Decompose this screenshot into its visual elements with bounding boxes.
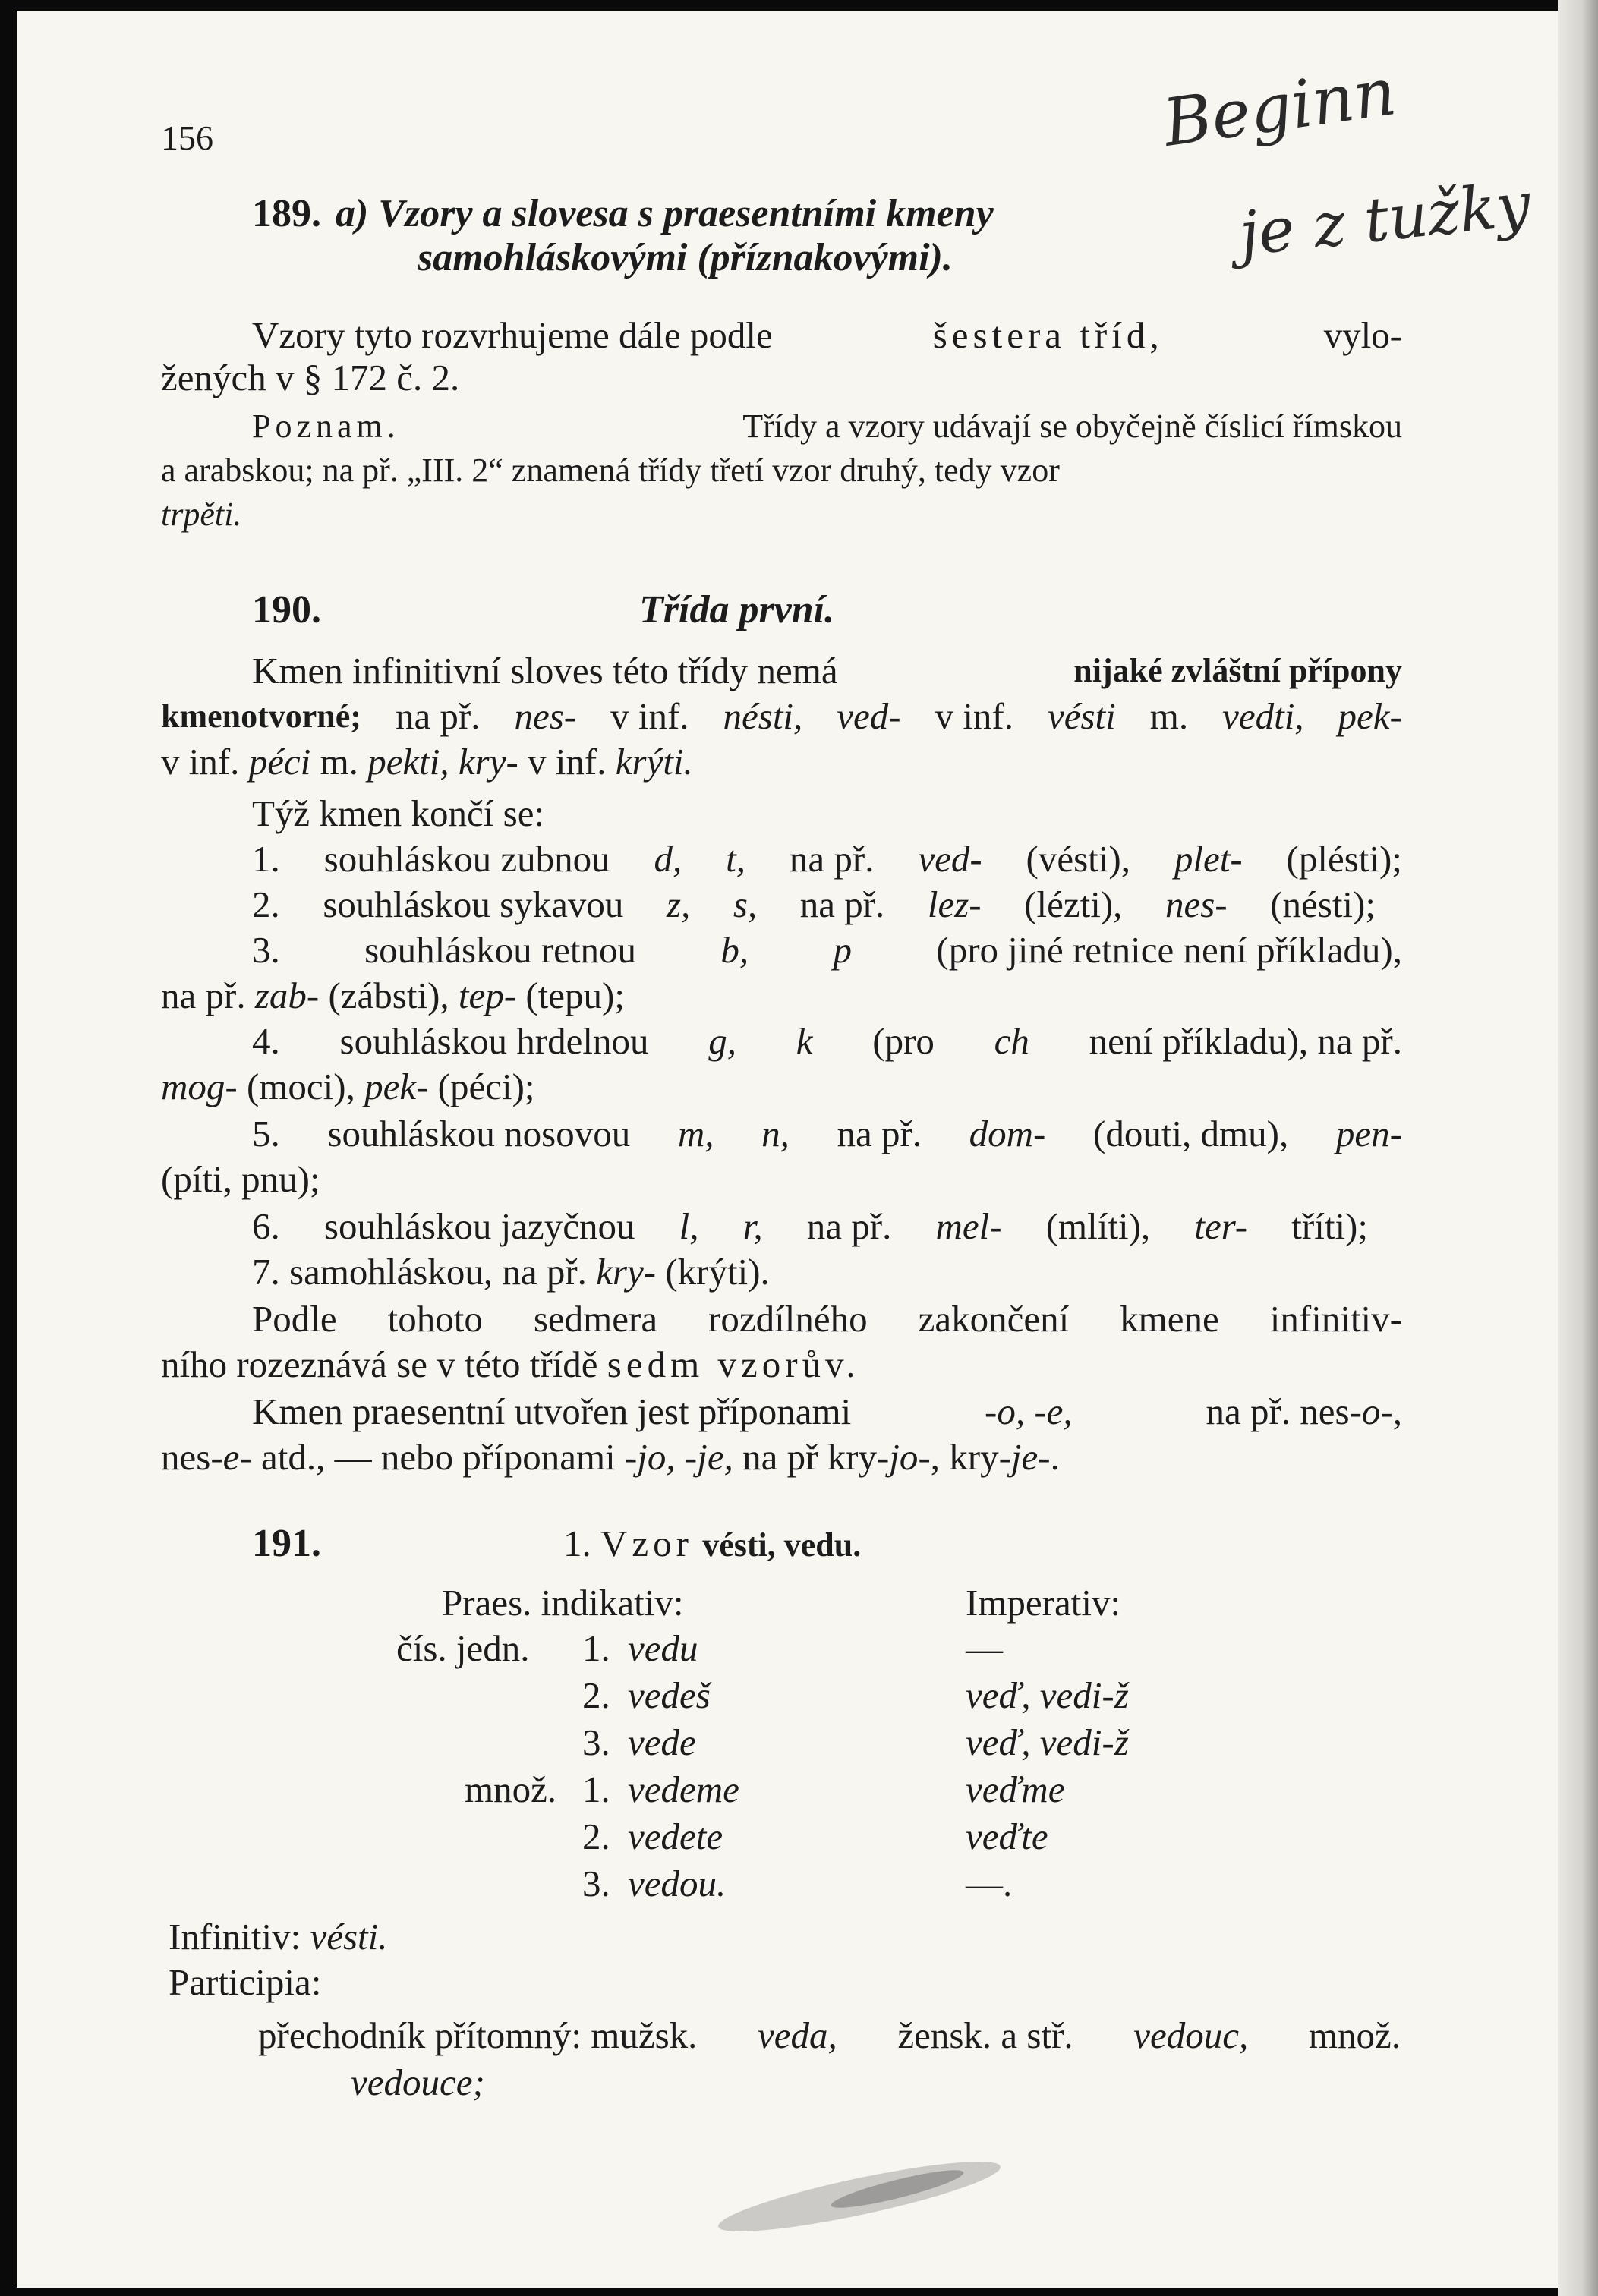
item-text: souhláskou hrdelnou: [339, 1020, 649, 1062]
section-190-number: 190.: [252, 588, 321, 631]
example-letter: l,: [679, 1205, 699, 1247]
text-run: (péci);: [437, 1066, 535, 1107]
example-word: pekti,: [367, 741, 449, 783]
text-run: (tepu);: [525, 975, 625, 1016]
page-edge-shadow: [1558, 0, 1598, 2296]
text-run: na př.: [395, 695, 481, 737]
section-190-line2: [161, 695, 1402, 738]
note-label: Poznam.: [252, 408, 400, 445]
handwritten-note-1: Beginn: [1158, 54, 1401, 162]
text-run: (pro: [872, 1020, 935, 1062]
prechodnik-line2: vedouce;: [351, 2061, 485, 2103]
item-text: souhláskou sykavou: [323, 883, 624, 925]
example-word: ved-: [918, 838, 982, 880]
imperativ-form: veďme: [966, 1768, 1065, 1810]
text-run: Vzory tyto rozvrhujeme dále podle: [252, 314, 773, 356]
text-run: (pro jiné retnice není příkladu),: [936, 929, 1402, 971]
praesens-form: vedeš: [628, 1674, 711, 1716]
text-run: na př.: [806, 1205, 892, 1247]
text-run: Kmen infinitivní sloves této třídy nemá: [252, 650, 838, 691]
row-group-label: čís. jedn.: [396, 1627, 530, 1669]
item-text: souhláskou jazyčnou: [323, 1205, 635, 1247]
text-run: tříti);: [1291, 1205, 1368, 1247]
example-word: nésti,: [723, 695, 803, 737]
text-run: -, kry-: [918, 1436, 1011, 1478]
infinitiv-value: vésti.: [310, 1916, 388, 1957]
text-run: vylo-: [1323, 314, 1402, 356]
example-word: veda,: [757, 2014, 837, 2056]
example-word: ved-: [837, 695, 901, 737]
section-189-para-line1: [252, 314, 1402, 357]
praesens-form: vedeme: [628, 1768, 739, 1810]
text-run: v inf.: [935, 695, 1013, 737]
example-word: zab-: [254, 975, 320, 1016]
section-189-number: 189.: [252, 192, 321, 235]
row-number: 3.: [582, 1721, 610, 1763]
example-letter: z,: [666, 883, 691, 925]
text-run: přechodník přítomný: mužsk.: [258, 2014, 698, 2056]
column-header-imperativ: Imperativ:: [966, 1582, 1121, 1624]
item-text: souhláskou nosovou: [327, 1113, 631, 1154]
example-letter: k: [796, 1020, 813, 1062]
spaced-text: sedm vzorův.: [607, 1343, 860, 1385]
row-number: 1.: [582, 1768, 610, 1810]
text-run: Třídy a vzory udávají se obyčejně číslicí římskou: [742, 408, 1402, 445]
list-item-5-cont: (píti, pnu);: [161, 1158, 320, 1200]
title-words: vésti, vedu.: [702, 1526, 862, 1564]
example-letter: r,: [742, 1205, 763, 1247]
item-num: 5.: [252, 1113, 280, 1154]
title-label: Vzor: [600, 1523, 693, 1564]
page-number: 156: [161, 118, 213, 157]
text-run: -,: [1380, 1391, 1402, 1432]
example-word: plet-: [1174, 838, 1243, 880]
text-run: (plésti);: [1286, 838, 1402, 880]
example-letter: b,: [720, 929, 749, 971]
text-run: na př.: [161, 975, 246, 1016]
spaced-text: šestera tříd,: [932, 314, 1164, 356]
section-190-para2-line1: Podle tohoto sedmera rozdílného zakončení kmene infinitiv-: [252, 1298, 1402, 1340]
row-number: 1.: [582, 1627, 610, 1669]
example-word: jo: [889, 1436, 919, 1478]
imperativ-form: veď, vedi-ž: [966, 1721, 1129, 1763]
example-letter: g,: [708, 1020, 736, 1062]
item-num: 7.: [252, 1251, 280, 1293]
praesens-form: vedou.: [628, 1863, 727, 1904]
example-word: pek-: [1338, 695, 1402, 737]
prechodnik-line1: [258, 2014, 1401, 2057]
example-letter: s,: [733, 883, 758, 925]
scan-smudge: [700, 2136, 1019, 2242]
list-item-7: [252, 1251, 770, 1293]
item-num: 2.: [252, 883, 280, 925]
example-word: kry-: [596, 1251, 657, 1293]
text-run: žensk. a stř.: [897, 2014, 1073, 2056]
text-run: Kmen praesentní utvořen jest příponami: [252, 1391, 852, 1432]
item-text: samohláskou, na př.: [289, 1251, 587, 1293]
text-run: na př. nes-: [1206, 1391, 1362, 1432]
list-item-6: [252, 1205, 1368, 1248]
example-word: o: [1361, 1391, 1381, 1432]
text-run: (lézti),: [1024, 883, 1123, 925]
list-item-4-cont: [161, 1066, 535, 1108]
example-word: tep-: [458, 975, 517, 1016]
column-header-praesens: Praes. indikativ:: [442, 1582, 684, 1624]
example-word: pek-: [364, 1066, 429, 1107]
text-run: (mlíti),: [1045, 1205, 1151, 1247]
example-word: vedti,: [1222, 695, 1304, 737]
section-191-title: [563, 1523, 861, 1567]
list-item-4: [252, 1020, 1402, 1063]
text-run: množ.: [1308, 2014, 1401, 2056]
handwritten-note-2: je z tužky: [1236, 168, 1534, 269]
row-number: 2.: [582, 1816, 610, 1857]
praesens-form: vedete: [628, 1816, 723, 1857]
example-word: krýti.: [615, 741, 693, 783]
list-item-1: [252, 838, 1402, 880]
list-item-5: [252, 1113, 1402, 1155]
text-run: - atd., — nebo příponami: [239, 1436, 616, 1478]
text-run: -.: [1038, 1436, 1060, 1478]
book-page: [17, 11, 1558, 2288]
infinitiv-label: Infinitiv:: [169, 1916, 301, 1957]
bold-run: nijaké zvláštní přípony: [1073, 652, 1402, 689]
title-num: 1.: [563, 1523, 591, 1564]
text-run: na př kry-: [742, 1436, 890, 1478]
text-run: (douti, dmu),: [1093, 1113, 1289, 1154]
example-word: mel-: [935, 1205, 1002, 1247]
text-run: na př.: [837, 1113, 922, 1154]
example-word: vedouc,: [1133, 2014, 1249, 2056]
example-letter: n,: [761, 1113, 790, 1154]
list-item-2: [252, 883, 1376, 926]
section-189-note-line3: trpěti.: [161, 496, 242, 533]
text-run: (vésti),: [1026, 838, 1130, 880]
example-word: nes-: [1165, 883, 1228, 925]
praesens-form: vedu: [628, 1627, 698, 1669]
text-run: na př.: [799, 883, 885, 925]
row-number: 2.: [582, 1674, 610, 1716]
section-189-para-line2: žených v § 172 č. 2.: [161, 357, 460, 398]
section-190-line3: [161, 741, 693, 783]
item-num: 1.: [252, 838, 280, 880]
example-word: ter-: [1194, 1205, 1248, 1247]
section-189-title-line1: a) Vzory a slovesa s praesentními kmeny: [336, 192, 994, 235]
example-word: kry-: [458, 741, 518, 783]
text-run: (nésti);: [1270, 883, 1376, 925]
example-word: lez-: [927, 883, 982, 925]
row-group-label: množ.: [465, 1768, 557, 1810]
section-190-title: Třída první.: [639, 588, 835, 631]
text-run: (zábsti),: [328, 975, 449, 1016]
example-word: mog-: [161, 1066, 238, 1107]
section-190-para3-line1: [252, 1391, 1402, 1433]
section-190-line1: [252, 650, 1402, 692]
imperativ-form: veďte: [966, 1816, 1048, 1857]
section-189-title-line2: samohláskovými (příznakovými).: [418, 236, 953, 279]
example-word: je: [1010, 1436, 1039, 1478]
example-letter: m,: [677, 1113, 714, 1154]
imperativ-form: veď, vedi-ž: [966, 1674, 1129, 1716]
row-number: 3.: [582, 1863, 610, 1904]
example-word: péci: [248, 741, 311, 783]
example-word: nes-: [514, 695, 577, 737]
imperativ-form: —: [966, 1627, 1003, 1669]
bold-run: kmenotvorné;: [161, 698, 361, 735]
section-190-intro: Týž kmen končí se:: [252, 792, 545, 834]
infinitiv-line: [169, 1916, 388, 1958]
imperativ-form: —.: [966, 1863, 1013, 1904]
praesens-form: vede: [628, 1721, 696, 1763]
example-word: -o, -e,: [985, 1391, 1073, 1432]
example-letter: d,: [654, 838, 682, 880]
item-num: 4.: [252, 1020, 280, 1062]
text-run: v inf.: [528, 741, 607, 783]
text-run: v inf.: [610, 695, 689, 737]
example-word: pen-: [1335, 1113, 1402, 1154]
text-run: m.: [1149, 695, 1189, 737]
item-text: souhláskou zubnou: [323, 838, 610, 880]
item-num: 6.: [252, 1205, 280, 1247]
list-item-3: [252, 929, 1402, 972]
example-letter: ch: [994, 1020, 1029, 1062]
text-run: na př.: [789, 838, 875, 880]
text-run: nes-: [161, 1436, 223, 1478]
text-run: v inf.: [161, 741, 240, 783]
list-item-3-cont: [161, 975, 625, 1017]
text-run: (krýti).: [665, 1251, 770, 1293]
example-word: e: [222, 1436, 240, 1478]
example-word: dom-: [969, 1113, 1046, 1154]
example-word: -jo, -je,: [624, 1436, 733, 1478]
participia-label: Participia:: [169, 1961, 322, 2003]
section-190-para3-line2: [161, 1436, 1060, 1479]
section-190-para2-line2: [161, 1343, 860, 1386]
example-word: vésti: [1047, 695, 1116, 737]
section-189-note-line1: [252, 405, 1402, 448]
text-run: není příkladu), na př.: [1089, 1020, 1402, 1062]
text-run: ního rozeznává se v této třídě: [161, 1343, 598, 1385]
section-191-number: 191.: [252, 1522, 321, 1565]
example-letter: t,: [726, 838, 745, 880]
text-run: (moci),: [246, 1066, 355, 1107]
text-run: m.: [320, 741, 358, 783]
item-num: 3.: [252, 929, 280, 971]
item-text: souhláskou retnou: [364, 929, 637, 971]
section-189-note-line2: a arabskou; na př. „III. 2“ znamená třídy třetí vzor druhý, tedy vzor: [161, 452, 1060, 489]
example-letter: p: [833, 929, 853, 971]
